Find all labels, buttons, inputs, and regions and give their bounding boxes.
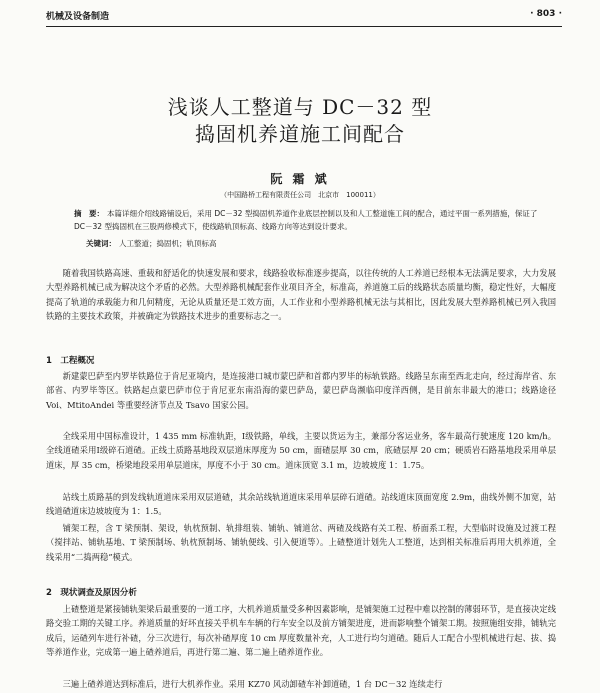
keywords-text: 人工整道；捣固机；轨顶标高 (119, 239, 217, 248)
header-rule (46, 26, 562, 27)
affiliation: （中国路桥工程有限责任公司 北京市 100011） (220, 191, 380, 199)
intro-paragraph: 随着我国铁路高速、重载和舒适化的快速发展和要求，线路验收标准逐步提高，以往传统的人工养道已经根本无法满足要求，大力发展大型养路机械已成为解决这个矛盾的必然。大型养路机械配套作业项目齐全，标准高，养道施工后的线路状态质量均衡，稳定性好，大幅度提高了轨道的承载能力和几何精度，无论从质量还是工效方面，人工作业和小型养路机械无法与其相比，因此发展大型养路机械已列入我国铁路的主要技术政策，并被确定为铁路技术进步的重要标志之一。 (46, 268, 556, 322)
abstract-label: 摘 要： (74, 209, 104, 218)
keywords (86, 238, 546, 249)
author: 阮 霜 斌 (270, 172, 330, 186)
journal-name: 机械及设备制造 (46, 12, 110, 22)
section-2-paragraph-1: 上碴整道是紧接铺轨架梁后最重要的一道工序，大机养道质量受多种因素影响，是铺架施工过程中难以控制的薄弱环节，是直接决定线路交验工期的关键工序。养道质量的好坏直接关乎机车车辆的行车安全以及前方铺架进度，进而影响整个铺架工期。按照施组安排，铺轨完成后，运碴列车进行补碴，分三次进行，每次补碴厚度 10 cm 厚度数量补充，人工进行均匀道碴。随后人工配合小型机械进行起、拔、捣等养道作业，完成第一遍上碴养道后，再进行第二遍、第二遍上碴养道作业。 (46, 604, 556, 658)
section-1-paragraph-2: 全线采用中国标准设计，1 435 mm 标准轨距，Ⅰ级铁路，单线，主要以货运为主，兼部分客运业务，客车最高行驶速度 120 km/h。全线道碴采用Ⅰ级碎石道碴。正线土质路基地段双层道床厚度为 50 cm，面碴层厚 30 cm，底碴层厚 20 cm；硬质岩石路基地段采用单层道床，厚 35 cm，桥梁地段采用单层道床，厚度不小于 30 cm。道床顶宽 3.1 m，边坡坡度 1：1.75。 (46, 431, 556, 470)
section-1-paragraph-1: 新建蒙巴萨至内罗毕铁路位于肯尼亚境内，是连接港口城市蒙巴萨和首都内罗毕的标轨铁路。线路呈东南至西北走向，经过海岸省、东部省、内罗毕等区。铁路起点蒙巴萨市位于肯尼亚东南沿海的蒙巴萨岛，蒙巴萨岛濒临印度洋西侧，是目前东非最大的港口；线路途径 Voi、MtitoAndei 等重要经济节点及 Tsavo 国家公园。 (46, 371, 556, 410)
abstract (74, 207, 544, 233)
running-header (46, 9, 562, 25)
section-1-paragraph-4: 铺架工程，含 T 梁预制、架设，轨枕预制、轨排组装、铺轨、铺道岔、两碴及线路有关工程、桥面系工程，大型临时设施及过渡工程（搅拌站、铺轨基地、T 梁预制场、轨枕预制场、铺轨便线、引入便道等）。上碴整道计划先人工整道，达到相关标准后再用大机养道，全线采用“二捣两稳”模式。 (46, 523, 556, 562)
title-line-2: 捣固机养道施工间配合 (195, 122, 405, 146)
keywords-label: 关键词： (86, 239, 116, 248)
page-number: · 803 · (530, 9, 562, 19)
section-1-paragraph-3: 站线土质路基的到发线轨道道床采用双层道碴，其余站线轨道道床采用单层碎石道碴。站线道床顶面宽度 2.9m，曲线外侧不加宽，站线道碴道床边坡坡度为 1：1.5。 (46, 492, 556, 517)
section-1-heading: 1 工程概况 (46, 356, 95, 366)
section-2-paragraph-2: 三遍上碴养道达到标准后，进行大机养作业。采用 KZ70 风动卸碴车补卸道碴，1 台 DC－32 连续走行 (62, 679, 443, 689)
title-line-1: 浅谈人工整道与 DC－32 型 (167, 95, 433, 119)
abstract-text: 本篇详细介绍线路铺设后，采用 DC－32 型捣固机养道作业底层控制以及和人工整道施工间的配合，通过平面一系列措施，保证了 DC－32 型捣固机在三股两修模式下，使线路轨顶标高、线路方向等达到设计要求。 (74, 209, 538, 231)
section-2-heading: 2 现状调查及原因分析 (46, 588, 137, 598)
